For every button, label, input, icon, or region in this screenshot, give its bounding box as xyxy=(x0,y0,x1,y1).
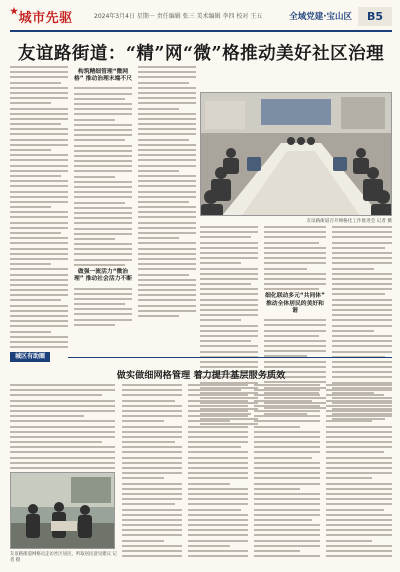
sub-headline: 做实做细网格管理 着力提升基层服务质效 xyxy=(116,370,286,381)
headline: 友谊路街道：“精”网“微”格推动美好社区治理 xyxy=(17,44,385,64)
meeting-photo-image xyxy=(201,93,392,216)
newspaper-logo xyxy=(10,7,73,26)
photo-caption: 友谊路街道召开网格化工作推进会 记者 摄 xyxy=(306,219,392,224)
article-column-2 xyxy=(74,66,132,329)
community-photo xyxy=(10,472,115,549)
lower-column-5 xyxy=(326,384,392,560)
subhead-1: 构筑精细管理“微网格” 推动治理末端不尺 xyxy=(74,69,133,83)
subhead-2: 做强一流活力“微治理” 推动社会活力不断 xyxy=(74,269,133,283)
page-number: B5 xyxy=(358,7,392,26)
issue-info: 2024年3月4日 星期一 责任编辑 张三 美术编辑 李四 校对 王五 xyxy=(94,13,263,20)
community-photo-image xyxy=(11,473,115,549)
section-name: 全域党建·宝山区 xyxy=(289,12,352,22)
article-column-3 xyxy=(138,66,196,320)
star-icon: ★ xyxy=(10,7,19,17)
subhead-3: 细化联动多元“共同体” 推动全体居民的美好和谐 xyxy=(265,293,325,314)
logo-text: 城市先驱 xyxy=(18,11,73,26)
meeting-photo xyxy=(200,92,392,216)
lower-column-4 xyxy=(254,384,320,560)
masthead xyxy=(10,7,392,29)
band-tag: 城区有助圈 xyxy=(10,352,50,362)
masthead-rule xyxy=(10,30,392,32)
band-line xyxy=(68,357,392,358)
lower-column-2 xyxy=(122,384,182,560)
lower-column-1 xyxy=(10,384,115,472)
section-band xyxy=(10,352,392,362)
community-photo-caption: 友谊路街道网格员走访社区居民，听取居民意见建议 记者 摄 xyxy=(10,552,117,563)
article-column-1 xyxy=(10,66,68,351)
lower-column-3 xyxy=(188,384,248,560)
